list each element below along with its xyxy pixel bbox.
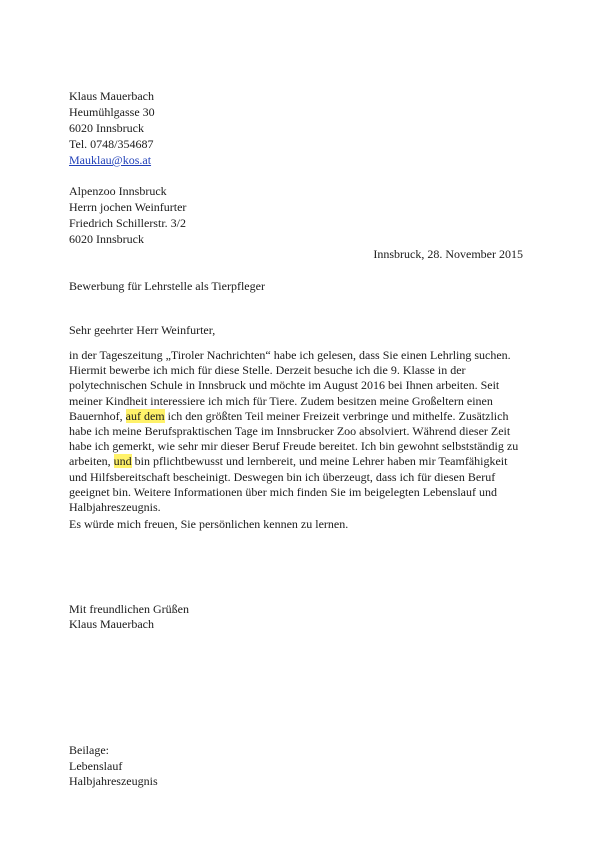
- recipient-org: Alpenzoo Innsbruck: [69, 184, 167, 198]
- body-line: [69, 500, 518, 515]
- sender-street: Heumühlgasse 30: [69, 105, 155, 119]
- body-line: [69, 378, 518, 393]
- body-text-segment: in der Tageszeitung „Tiroler Nachrichten“ habe ich gelesen, dass Sie einen Lehrling suchen.: [69, 348, 511, 362]
- sender-email-link[interactable]: Mauklau@kos.at: [69, 153, 152, 167]
- body-text-segment: polytechnischen Schule in Innsbruck und möchte im August 2016 bei Ihnen arbeiten. Seit: [69, 378, 500, 393]
- body-line: [69, 485, 518, 500]
- body-line: [69, 439, 518, 454]
- highlighted-text: auf dem: [125, 408, 165, 423]
- closing-sentence: Es würde mich freuen, Sie persönlichen kennen zu lernen.: [69, 517, 349, 531]
- enclosure-item-report: Halbjahreszeugnis: [69, 774, 158, 788]
- body-text-segment: Hiermit bewerbe ich mich für diese Stelle. Derzeit besuche ich die 9. Klasse in der: [69, 363, 466, 378]
- body-line: [69, 424, 518, 439]
- body-text-segment: und Hilfsbereitschaft bescheinigt. Deswegen bin ich überzeugt, dass ich für diesen Beruf: [69, 469, 496, 484]
- body-line: [69, 454, 518, 469]
- body-line: [69, 348, 518, 363]
- body-line: [69, 363, 518, 378]
- body-line: [69, 470, 518, 485]
- body-text-segment: ich den größten Teil meiner Freizeit verbringe und mithelfe. Zusätzlich: [164, 408, 509, 423]
- body-text-segment: habe ich meine Berufspraktischen Tage im Innsbrucker Zoo absolviert. Während dieser Zeit: [69, 423, 511, 438]
- body-text-segment: habe ich gemerkt, wie sehr mir dieser Beruf Freude bereitet. Ich bin gewohnt selbstständig zu: [69, 439, 519, 454]
- body-text-segment: bin pflichtbewusst und lernbereit, und meine Lehrer haben mir Teamfähigkeit: [131, 454, 508, 469]
- recipient-street: Friedrich Schillerstr. 3/2: [69, 216, 186, 230]
- body-text-segment: geeignet bin. Weitere Informationen über mich finden Sie im beigelegten Lebenslauf und: [69, 484, 498, 499]
- sign-off-greeting: Mit freundlichen Grüßen: [69, 602, 189, 616]
- highlighted-text: und: [113, 454, 132, 469]
- body-line: [69, 409, 518, 424]
- body-text-segment: Bauernhof,: [69, 408, 126, 423]
- subject-line: Bewerbung für Lehrstelle als Tierpfleger: [69, 279, 265, 293]
- sign-off-name: Klaus Mauerbach: [69, 617, 154, 631]
- body-paragraph: [69, 348, 518, 515]
- enclosure-item-cv: Lebenslauf: [69, 759, 123, 773]
- date-line: Innsbruck, 28. November 2015: [373, 247, 523, 261]
- recipient-city: 6020 Innsbruck: [69, 232, 144, 246]
- sender-phone: Tel. 0748/354687: [69, 137, 154, 151]
- sender-name: Klaus Mauerbach: [69, 89, 154, 103]
- enclosures-label: Beilage:: [69, 743, 109, 757]
- body-line: [69, 394, 518, 409]
- salutation: Sehr geehrter Herr Weinfurter,: [69, 323, 216, 337]
- body-text-segment: meiner Kindheit interessiere ich mich für Tiere. Zudem besitzen meine Großeltern einen: [69, 393, 493, 408]
- body-text-segment: Halbjahreszeugnis.: [69, 499, 161, 514]
- body-text-segment: arbeiten,: [69, 454, 114, 469]
- sender-city: 6020 Innsbruck: [69, 121, 144, 135]
- recipient-person: Herrn jochen Weinfurter: [69, 200, 187, 214]
